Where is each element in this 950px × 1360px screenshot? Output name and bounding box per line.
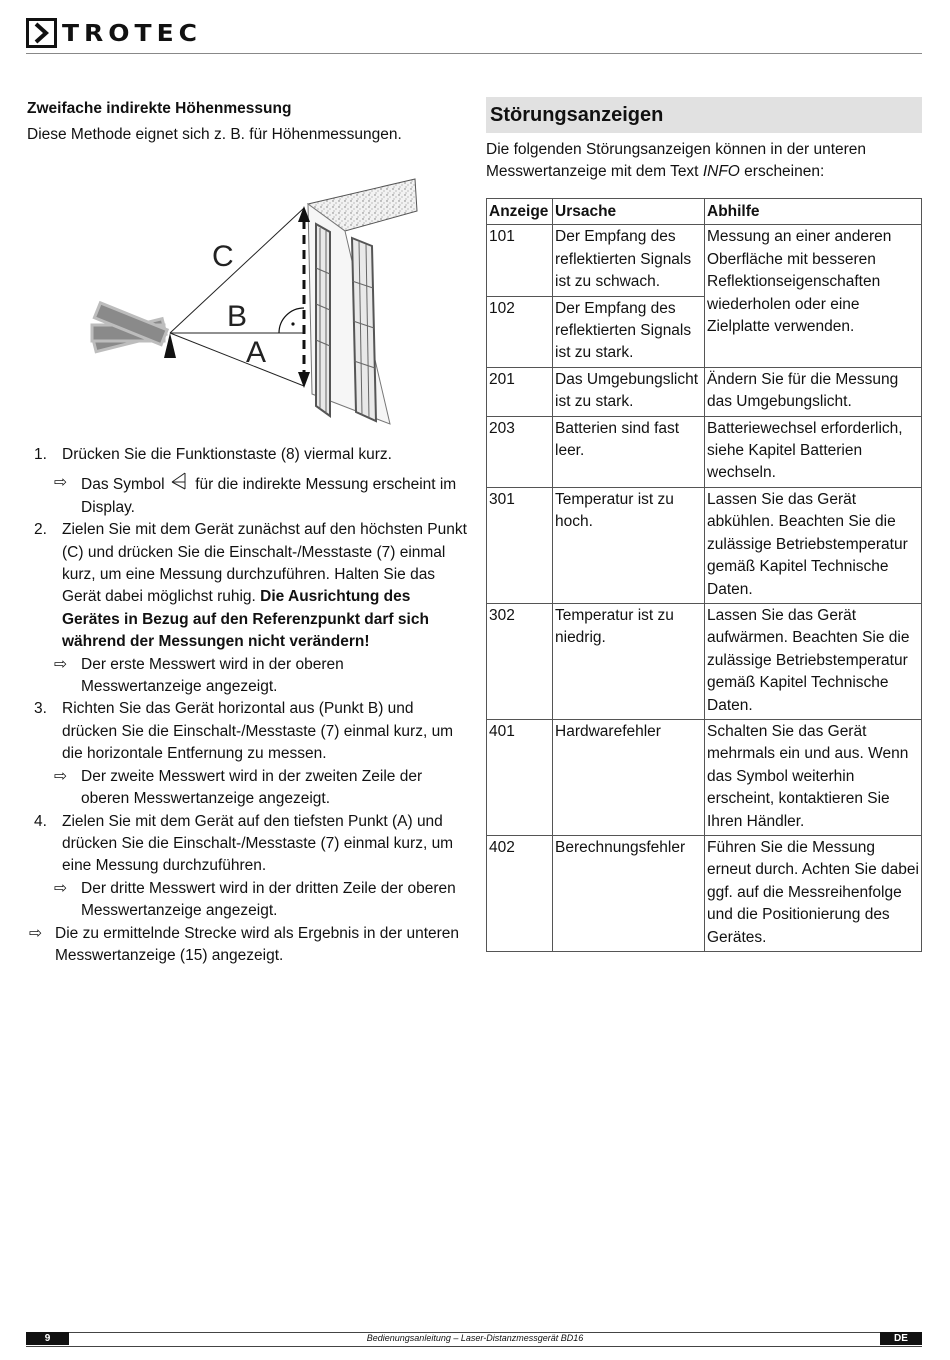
- result-text: Der zweite Messwert wird in der zweiten Zeile der oberen Messwertanzeige angezeigt.: [81, 767, 423, 808]
- step-number: 2.: [34, 521, 47, 539]
- cell-code: 102: [487, 296, 553, 367]
- cell-cause: Der Empfang des reflektierten Signals ist zu schwach.: [553, 225, 705, 296]
- table-header-row: [487, 199, 922, 225]
- table-row: [487, 603, 922, 719]
- cell-remedy: Messung an einer anderen Oberfläche mit besseren Reflektionseigenschaften wiederholen oder eine Zielplatte verwenden.: [705, 225, 922, 367]
- window-frame-right: [352, 238, 376, 421]
- right-angle-dot: [291, 322, 294, 325]
- result-arrow-icon: ⇨: [29, 924, 42, 942]
- arrow-down-icon: [298, 372, 310, 388]
- table-row: [487, 719, 922, 835]
- intro-after: erscheinen:: [744, 163, 825, 181]
- label-a: A: [246, 336, 267, 369]
- cell-cause: Berechnungsfehler: [553, 835, 705, 951]
- table-row: [487, 487, 922, 603]
- section-title: Störungsanzeigen: [486, 97, 922, 133]
- step-1: [27, 444, 467, 466]
- window-frame-left: [316, 224, 330, 416]
- error-table: [486, 198, 922, 952]
- result-text: Der erste Messwert wird in der oberen Messwertanzeige angezeigt.: [81, 655, 344, 696]
- trotec-logo: [26, 18, 231, 50]
- step-text: Richten Sie das Gerät horizontal aus (Punkt B) und drücken Sie die Einschalt-/Messtaste (7) einmal kurz, um die horizontale Entfernung zu messen.: [62, 700, 454, 763]
- cell-cause: Der Empfang des reflektierten Signals ist zu stark.: [553, 296, 705, 367]
- table-row: [487, 367, 922, 416]
- cell-cause: Temperatur ist zu hoch.: [553, 487, 705, 603]
- cell-remedy: Batteriewechsel erforderlich, siehe Kapitel Batterien wechseln.: [705, 416, 922, 487]
- step-text: Drücken Sie die Funktionstaste (8) viermal kurz.: [62, 446, 392, 463]
- cell-code: 402: [487, 835, 553, 951]
- device-positions: [92, 303, 167, 352]
- step-number: 1.: [34, 446, 47, 463]
- header-anzeige: Anzeige: [487, 199, 553, 225]
- sub-heading: Zweifache indirekte Höhenmessung: [27, 100, 292, 117]
- result-arrow-icon: ⇨: [54, 655, 67, 673]
- label-c: C: [212, 240, 234, 273]
- intro-before: Die folgenden Störungsanzeigen können in der unteren Messwertanzeige mit dem Text: [486, 141, 867, 181]
- logo-wordmark: TROTEC: [62, 20, 203, 47]
- cell-cause: Temperatur ist zu niedrig.: [553, 603, 705, 719]
- logo-chevron-icon: [26, 18, 58, 48]
- step-text: Zielen Sie mit dem Gerät zunächst auf den höchsten Punkt (C) und drücken Sie die Einschalt-/Messtaste (7) einmal kurz, um eine Messung durchzuführen. Halten Sie das Gerät dabei möglichst ruhig.: [62, 521, 467, 606]
- table-row: [487, 225, 922, 296]
- left-column: [27, 98, 467, 147]
- cell-code: 203: [487, 416, 553, 487]
- header-abhilfe: Abhilfe: [705, 199, 922, 225]
- page-number: 9: [26, 1332, 69, 1345]
- step-4: [27, 811, 467, 878]
- step-1-result: [27, 472, 467, 519]
- footer-document-title: Bedienungsanleitung – Laser-Distanzmessgerät BD16: [366, 1333, 584, 1343]
- step-3-result: [27, 766, 467, 811]
- cell-cause: Batterien sind fast leer.: [553, 416, 705, 487]
- header-ursache: Ursache: [553, 199, 705, 225]
- step-2: [27, 519, 467, 653]
- right-angle-arc: [279, 308, 304, 333]
- intro-text: Diese Methode eignet sich z. B. für Höhenmessungen.: [27, 126, 402, 144]
- step-text: Zielen Sie mit dem Gerät auf den tiefsten Punkt (A) und drücken Sie die Einschalt-/Messtaste (7) einmal kurz, um eine Messung durchzuführen.: [62, 812, 454, 875]
- result-text-after: für die indirekte Messung erscheint im Display.: [81, 476, 457, 516]
- cell-remedy: Führen Sie die Messung erneut durch. Achten Sie dabei ggf. auf die Messreihenfolge und die Positionierung des Gerätes.: [705, 835, 922, 951]
- step-3: [27, 698, 467, 765]
- indirect-measurement-symbol-icon: [169, 472, 191, 490]
- result-arrow-icon: ⇨: [54, 767, 67, 785]
- cell-remedy: Lassen Sie das Gerät aufwärmen. Beachten Sie die zulässige Betriebstemperatur gemäß Kapitel Technische Daten.: [705, 603, 922, 719]
- cell-code: 201: [487, 367, 553, 416]
- label-b: B: [227, 300, 248, 333]
- step-4-result: [27, 878, 467, 923]
- result-arrow-icon: ⇨: [54, 879, 67, 897]
- cell-code: 101: [487, 225, 553, 296]
- step-warning: Die Ausrichtung des Gerätes in Bezug auf den Referenzpunkt darf sich während der Messungen nicht verändern!: [62, 588, 429, 651]
- language-badge: DE: [880, 1332, 922, 1345]
- instruction-steps: [27, 444, 467, 967]
- cell-cause: Hardwarefehler: [553, 719, 705, 835]
- cell-remedy: Lassen Sie das Gerät abkühlen. Beachten Sie die zulässige Betriebstemperatur gemäß Kapitel Technische Daten.: [705, 487, 922, 603]
- step-number: 4.: [34, 812, 47, 830]
- intro-info-keyword: INFO: [702, 163, 740, 181]
- cell-remedy: Ändern Sie für die Messung das Umgebungslicht.: [705, 367, 922, 416]
- cell-code: 302: [487, 603, 553, 719]
- step-number: 3.: [34, 700, 47, 718]
- line-a: [170, 333, 304, 386]
- table-row: [487, 835, 922, 951]
- cell-remedy: Schalten Sie das Gerät mehrmals ein und aus. Wenn das Symbol weiterhin erscheint, kontaktieren Sie Ihren Händler.: [705, 719, 922, 835]
- table-row: [487, 416, 922, 487]
- cell-code: 401: [487, 719, 553, 835]
- final-result-text: Die zu ermittelnde Strecke wird als Ergebnis in der unteren Messwertanzeige (15) angezeigt.: [55, 924, 460, 964]
- cell-cause: Das Umgebungslicht ist zu stark.: [553, 367, 705, 416]
- right-column: [486, 97, 922, 184]
- result-text: Der dritte Messwert wird in der dritten Zeile der oberen Messwertanzeige angezeigt.: [81, 879, 456, 920]
- cell-code: 301: [487, 487, 553, 603]
- step-2-result: [27, 654, 467, 699]
- result-arrow-icon: ⇨: [54, 474, 67, 492]
- section-intro: [486, 139, 922, 184]
- final-result: [27, 923, 467, 968]
- result-text-before: Das Symbol: [81, 476, 165, 494]
- header-rule: [26, 53, 922, 54]
- measurement-diagram: [80, 176, 430, 426]
